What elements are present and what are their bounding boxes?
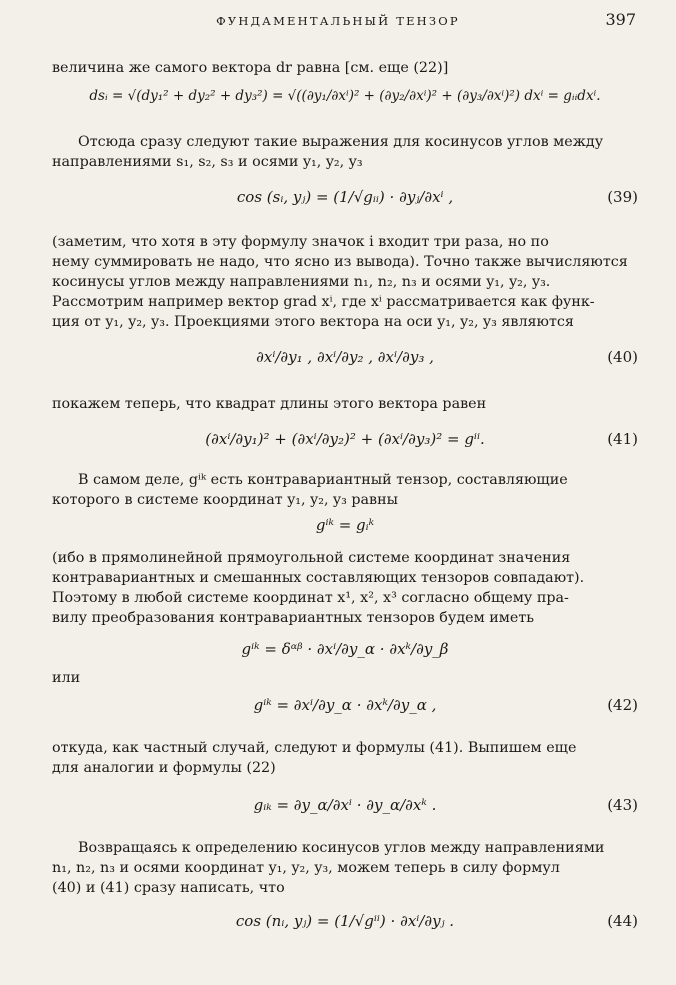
text-line: покажем теперь, что квадрат длины этого вектора равен: [52, 396, 487, 412]
text-line: косинусы углов между направлениями n₁, n₂, n₃ и осями y₁, y₂, y₃.: [52, 274, 551, 290]
text-line: Рассмотрим например вектор grad xⁱ, где xⁱ рассматривается как функ-: [52, 294, 595, 310]
equation-ds: dsᵢ = √(dy₁² + dy₂² + dy₃²) = √((∂y₁/∂xⁱ)² + (∂y₂/∂xⁱ)² + (∂y₃/∂xⁱ)²) dxⁱ = gᵢᵢdxⁱ.: [89, 88, 601, 104]
equation-g-ik: gⁱᵏ = gᵢᵏ: [315, 516, 375, 534]
text-line: В самом деле, gⁱᵏ есть контравариантный тензор, составляющие: [78, 472, 568, 488]
text-line: которого в системе координат y₁, y₂, y₃ равны: [52, 492, 399, 508]
text-line: Возвращаясь к определению косинусов углов между направлениями: [78, 840, 605, 856]
text-line: n₁, n₂, n₃ и осями координат y₁, y₂, y₃, можем теперь в силу формул: [52, 860, 560, 876]
running-title: ФУНДАМЕНТАЛЬНЫЙ ТЕНЗОР: [216, 14, 460, 28]
page-header: [0, 10, 676, 34]
equation-number-41: (41): [607, 430, 638, 448]
equation-number-39: (39): [607, 188, 638, 206]
text-line: для аналогии и формулы (22): [52, 760, 276, 776]
equation-number-44: (44): [607, 912, 638, 930]
equation-number-40: (40): [607, 348, 638, 366]
text-line: (40) и (41) сразу написать, что: [52, 880, 285, 896]
text-line: (заметим, что хотя в эту формулу значок i входит три раза, но по: [52, 234, 549, 250]
text-line: Отсюда сразу следуют такие выражения для косинусов углов между: [78, 134, 604, 150]
equation-43: gᵢₖ = ∂y_α/∂xⁱ · ∂y_α/∂xᵏ .: [253, 796, 437, 814]
text-line: нему суммировать не надо, что ясно из вывода). Точно также вычисляются: [52, 254, 628, 270]
text-line: или: [52, 670, 81, 686]
text-line: направлениями s₁, s₂, s₃ и осями y₁, y₂, y₃: [52, 154, 363, 170]
text-line: величина же самого вектора dr равна [см. еще (22)]: [52, 60, 449, 76]
text-line: вилу преобразования контравариантных тензоров будем иметь: [52, 610, 535, 626]
equation-42: gⁱᵏ = ∂xⁱ/∂y_α · ∂xᵏ/∂y_α ,: [253, 696, 437, 714]
equation-41: (∂xⁱ/∂y₁)² + (∂xⁱ/∂y₂)² + (∂xⁱ/∂y₃)² = gⁱⁱ.: [205, 430, 485, 448]
text-line: (ибо в прямолинейной прямоугольной системе координат значения: [52, 550, 571, 566]
text-line: Поэтому в любой системе координат x¹, x², x³ согласно общему пра-: [52, 590, 569, 606]
equation-number-42: (42): [607, 696, 638, 714]
text-line: откуда, как частный случай, следуют и формулы (41). Выпишем еще: [52, 740, 577, 756]
equation-number-43: (43): [607, 796, 638, 814]
page-number: 397: [605, 10, 636, 29]
text-line: контравариантных и смешанных составляющих тензоров совпадают).: [52, 570, 585, 586]
equation-39: cos (sᵢ, yⱼ) = (1/√gᵢᵢ) · ∂yⱼ/∂xⁱ ,: [236, 188, 454, 206]
equation-44: cos (nᵢ, yⱼ) = (1/√gⁱⁱ) · ∂xⁱ/∂yⱼ .: [235, 912, 455, 930]
equation-40: ∂xⁱ/∂y₁ , ∂xⁱ/∂y₂ , ∂xⁱ/∂y₃ ,: [256, 348, 434, 366]
equation-transform: gⁱᵏ = δᵅᵝ · ∂xⁱ/∂y_α · ∂xᵏ/∂y_β: [241, 640, 449, 658]
text-line: ция от y₁, y₂, y₃. Проекциями этого вектора на оси y₁, y₂, y₃ являются: [52, 314, 574, 330]
